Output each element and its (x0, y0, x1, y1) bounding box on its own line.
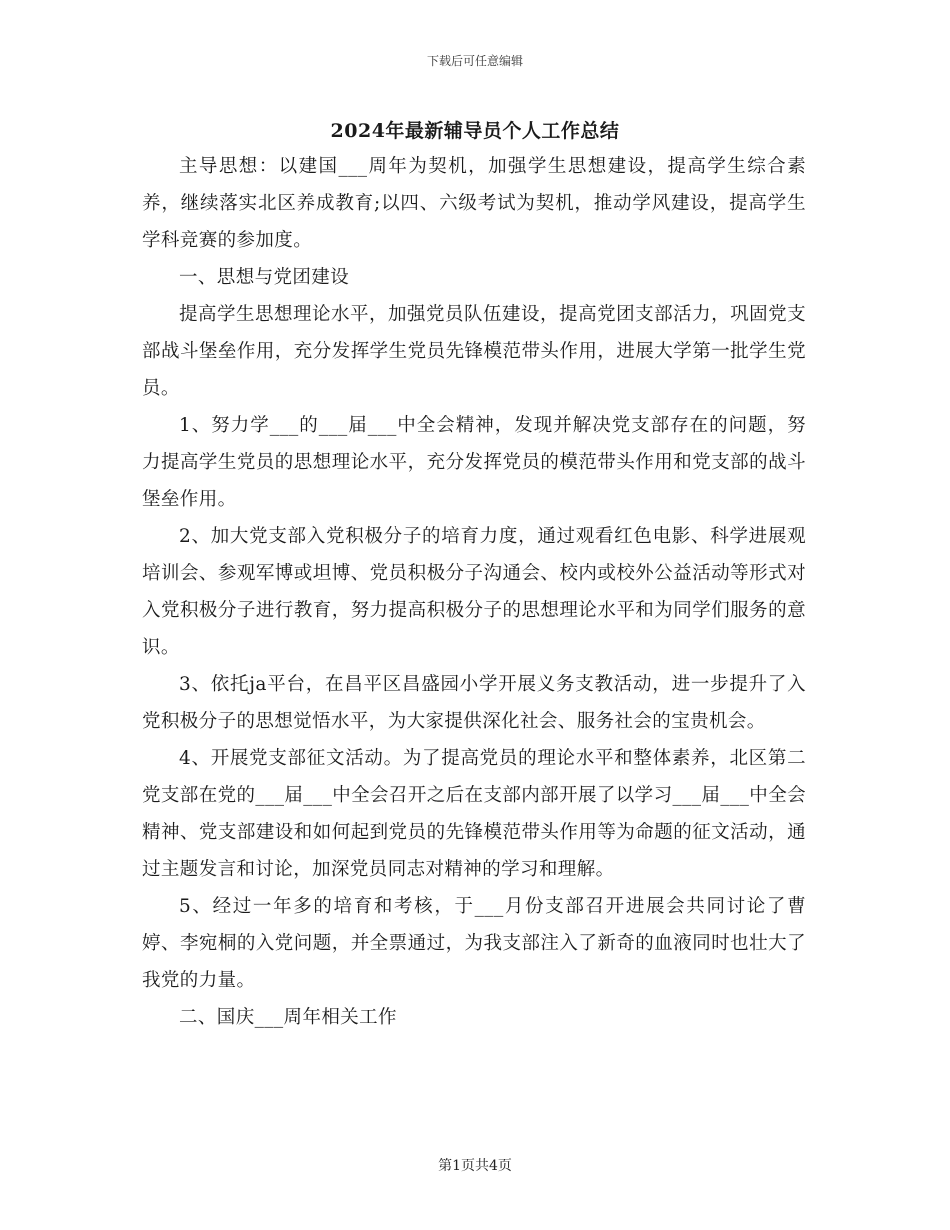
document-body (142, 148, 806, 1036)
document-title: 2024年最新辅导员个人工作总结 (330, 120, 620, 142)
list-item-2: 2、加大党支部入党积极分子的培育力度，通过观看红色电影、科学进展观培训会、参观军博或坦博、党员积极分子沟通会、校内或校外公益活动等形式对入党积极分子进行教育，努力提高积极分子的思想理论水平和为同学们服务的意识。 (142, 526, 806, 658)
page-number: 第1页共4页 (438, 1158, 512, 1174)
header-note: 下载后可任意编辑 (426, 54, 523, 68)
list-item-4: 4、开展党支部征文活动。为了提高党员的理论水平和整体素养，北区第二党支部在党的___届___中全会召开之后在支部内部开展了以学习___届___中全会精神、党支部建设和如何起到党员的先锋模范带头作用等为命题的征文活动，通过主题发言和讨论，加深党员同志对精神的学习和理解。 (142, 748, 806, 880)
list-item-1: 1、努力学___的___届___中全会精神，发现并解决党支部存在的问题，努力提高学生党员的思想理论水平，充分发挥党员的模范带头作用和党支部的战斗堡垒作用。 (142, 415, 806, 510)
paragraph-intro: 主导思想：以建国___周年为契机，加强学生思想建设，提高学生综合素养，继续落实北区养成教育;以四、六级考试为契机，推动学风建设，提高学生学科竞赛的参加度。 (142, 156, 806, 251)
list-item-5: 5、经过一年多的培育和考核，于___月份支部召开进展会共同讨论了曹婷、李宛桐的入党问题，并全票通过，为我支部注入了新奇的血液同时也壮大了我党的力量。 (142, 896, 806, 991)
section-heading-2: 二、国庆___周年相关工作 (179, 1007, 397, 1028)
section-heading-1: 一、思想与党团建设 (179, 267, 350, 288)
list-item-3: 3、依托ja平台，在昌平区昌盛园小学开展义务支教活动，进一步提升了入党积极分子的思想觉悟水平，为大家提供深化社会、服务社会的宝贵机会。 (142, 674, 806, 732)
paragraph-section-1-summary: 提高学生思想理论水平，加强党员队伍建设，提高党团支部活力，巩固党支部战斗堡垒作用，充分发挥学生党员先锋模范带头作用，进展大学第一批学生党员。 (142, 304, 806, 399)
